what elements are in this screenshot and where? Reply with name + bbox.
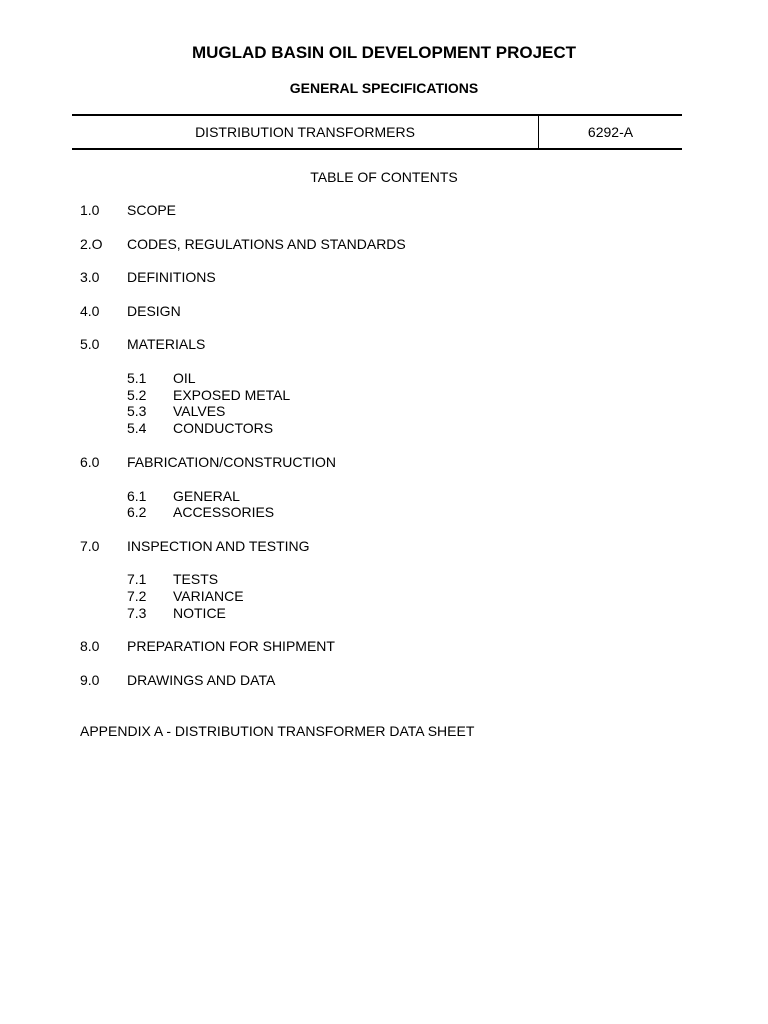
toc-entry-text: NOTICE — [173, 605, 226, 621]
toc-entry-number: 9.0 — [80, 672, 100, 688]
toc-entry-number: 7.2 — [127, 588, 147, 604]
toc-entry-text: SCOPE — [127, 202, 177, 218]
toc-entry-number: 7.1 — [127, 571, 147, 587]
document-subtitle: GENERAL SPECIFICATIONS — [289, 80, 479, 96]
toc-entry-text: DRAWINGS AND DATA — [127, 672, 276, 688]
toc-entry-text: EXPOSED METAL — [173, 387, 291, 403]
toc-entry-text: DESIGN — [127, 303, 181, 319]
toc-entry-number: 5.4 — [127, 420, 147, 436]
toc-entry-number: 5.0 — [80, 336, 100, 352]
toc-heading: TABLE OF CONTENTS — [310, 169, 458, 185]
toc-entry-number: 5.2 — [127, 387, 147, 403]
toc-entry-number: 7.0 — [80, 538, 100, 554]
toc-entry-text: DEFINITIONS — [127, 269, 216, 285]
toc-entry-text: TESTS — [173, 571, 219, 587]
toc-entry-text: VARIANCE — [173, 588, 244, 604]
toc-entry-number: 5.1 — [127, 370, 147, 386]
toc-entry-number: 6.2 — [127, 504, 147, 520]
toc-entry-text: ACCESSORIES — [173, 504, 275, 520]
toc-entry-number: 7.3 — [127, 605, 147, 621]
toc-entry-number: 6.0 — [80, 454, 100, 470]
toc-entry-text: FABRICATION/CONSTRUCTION — [127, 454, 336, 470]
toc-entry-text: VALVES — [173, 403, 226, 419]
toc-entry-number: 3.0 — [80, 269, 100, 285]
appendix-entry: APPENDIX A - DISTRIBUTION TRANSFORMER DATA SHEET — [80, 723, 475, 739]
toc-entry-text: CODES, REGULATIONS AND STANDARDS — [127, 236, 406, 252]
spec-header-box — [72, 114, 682, 150]
spec-name: DISTRIBUTION TRANSFORMERS — [72, 116, 539, 148]
spec-number: 6292-A — [587, 124, 634, 140]
toc-entry-text: OIL — [173, 370, 196, 386]
toc-entry-text: PREPARATION FOR SHIPMENT — [127, 638, 335, 654]
toc-entry-text: GENERAL — [173, 488, 240, 504]
toc-entry-number: 2.O — [80, 236, 103, 252]
toc-entry-number: 5.3 — [127, 403, 147, 419]
toc-entry-number: 6.1 — [127, 488, 147, 504]
toc-entry-text: MATERIALS — [127, 336, 206, 352]
document-title: MUGLAD BASIN OIL DEVELOPMENT PROJECT — [191, 43, 577, 62]
toc-entry-text: INSPECTION AND TESTING — [127, 538, 310, 554]
toc-entry-number: 4.0 — [80, 303, 100, 319]
toc-entry-number: 8.0 — [80, 638, 100, 654]
toc-entry-number: 1.0 — [80, 202, 100, 218]
toc-entry-text: CONDUCTORS — [173, 420, 274, 436]
